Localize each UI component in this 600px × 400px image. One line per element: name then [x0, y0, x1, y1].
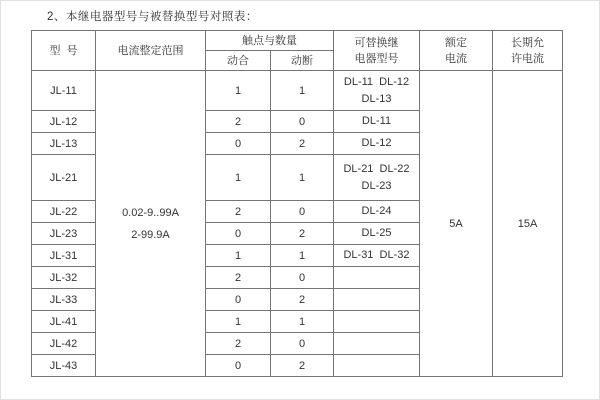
replaceable-cell [334, 71, 420, 111]
table-row [32, 71, 563, 111]
col-header-rated-current [420, 31, 493, 71]
no-count-cell: 1 [206, 311, 271, 333]
col-header-longterm-line1: 长期允 [511, 36, 544, 49]
replaceable-cell [334, 133, 420, 155]
replaceable-line1: DL-31 DL-32 [343, 249, 410, 261]
nc-count-cell: 2 [271, 289, 334, 311]
nc-count-cell: 2 [271, 355, 334, 377]
nc-count-cell: 1 [271, 245, 334, 267]
nc-count-cell: 1 [271, 71, 334, 111]
nc-count-cell: 0 [271, 201, 334, 223]
no-count-cell: 0 [206, 223, 271, 245]
replaceable-line1: DL-25 [361, 227, 392, 239]
nc-count-cell: 1 [271, 155, 334, 201]
col-header-replaceable-line1: 可替换继 [354, 36, 399, 49]
replaceable-line1: DL-11 [361, 115, 392, 127]
col-header-replaceable [334, 31, 420, 71]
nc-count-cell: 2 [271, 133, 334, 155]
no-count-cell: 2 [206, 111, 271, 133]
current-range-line2: 2-99.9A [131, 228, 170, 241]
model-cell: JL-12 [32, 111, 96, 133]
replaceable-line1: DL-12 [361, 137, 392, 149]
model-cell: JL-32 [32, 267, 96, 289]
longterm-current-cell: 15A [493, 71, 563, 377]
no-count-cell: 0 [206, 355, 271, 377]
col-header-rated-line1: 额定 [445, 36, 467, 49]
col-header-normally-open: 动合 [206, 51, 271, 71]
replaceable-cell [334, 223, 420, 245]
page-title: 2、本继电器型号与被替换型号对照表： [47, 11, 258, 23]
replaceable-line1: DL-21 DL-22 [343, 162, 410, 175]
col-header-current-range: 电流整定范围 [96, 31, 206, 71]
current-range-line1: 0.02-9..99A [122, 206, 179, 219]
replaceable-line2: DL-23 [361, 179, 392, 192]
replaceable-cell [334, 201, 420, 223]
col-header-rated-line2: 电流 [445, 52, 467, 65]
model-cell: JL-43 [32, 355, 96, 377]
nc-count-cell: 0 [271, 267, 334, 289]
col-header-longterm-line2: 许电流 [511, 52, 544, 65]
model-cell: JL-11 [32, 71, 96, 111]
col-header-contacts: 触点与数量 [206, 31, 334, 51]
replaceable-cell [334, 155, 420, 201]
replaceable-line1: DL-11 DL-12 [343, 75, 410, 88]
current-range-cell [96, 71, 206, 377]
replaceable-cell [334, 289, 420, 311]
replaceable-cell [334, 355, 420, 377]
no-count-cell: 1 [206, 155, 271, 201]
replaceable-line2: DL-13 [361, 92, 392, 105]
model-cell: JL-13 [32, 133, 96, 155]
no-count-cell: 1 [206, 245, 271, 267]
nc-count-cell: 1 [271, 311, 334, 333]
relay-comparison-table [31, 30, 563, 377]
col-header-normally-closed: 动断 [271, 51, 334, 71]
replaceable-cell [334, 111, 420, 133]
model-cell: JL-23 [32, 223, 96, 245]
replaceable-cell [334, 267, 420, 289]
no-count-cell: 2 [206, 267, 271, 289]
nc-count-cell: 0 [271, 333, 334, 355]
nc-count-cell: 0 [271, 111, 334, 133]
model-cell: JL-31 [32, 245, 96, 267]
no-count-cell: 1 [206, 71, 271, 111]
col-header-replaceable-line2: 电器型号 [354, 52, 399, 65]
model-cell: JL-22 [32, 201, 96, 223]
col-header-longterm-current [493, 31, 563, 71]
replaceable-cell [334, 311, 420, 333]
no-count-cell: 2 [206, 333, 271, 355]
replaceable-cell [334, 245, 420, 267]
nc-count-cell: 2 [271, 223, 334, 245]
replaceable-cell [334, 333, 420, 355]
rated-current-cell: 5A [420, 71, 493, 377]
model-cell: JL-21 [32, 155, 96, 201]
model-cell: JL-33 [32, 289, 96, 311]
no-count-cell: 0 [206, 133, 271, 155]
header-row-1 [32, 31, 563, 51]
col-header-model: 型 号 [32, 31, 96, 71]
no-count-cell: 0 [206, 289, 271, 311]
no-count-cell: 2 [206, 201, 271, 223]
model-cell: JL-42 [32, 333, 96, 355]
model-cell: JL-41 [32, 311, 96, 333]
replaceable-line1: DL-24 [361, 205, 392, 217]
